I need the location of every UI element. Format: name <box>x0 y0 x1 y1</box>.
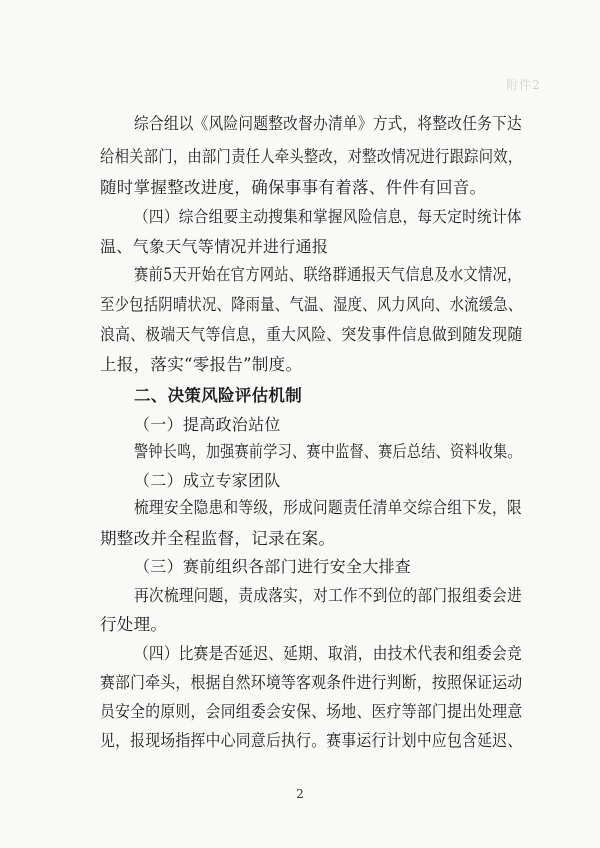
paragraph-line: 综合组以《风险问题整改督办清单》方式，将整改任务下达 <box>134 114 522 133</box>
paragraph-line: 赛前5天开始在官方网站、联络群通报天气信息及水文情况， <box>134 265 522 284</box>
paragraph-line: 期整改并全程监督，记录在案。 <box>100 529 336 548</box>
paragraph-line: 至少包括阴晴状况、降雨量、气温、湿度、风力风向、水流缓急、 <box>100 295 523 314</box>
paragraph-line: 赛部门牵头，根据自然环境等客观条件进行判断，按照保证运动 <box>100 673 523 692</box>
attachment-mark: 附件2 <box>506 78 541 92</box>
section-subheading: （四）综合组要主动搜集和掌握风险信息，每天定时统计体 <box>134 207 522 226</box>
paragraph-line: 行处理。 <box>100 615 168 634</box>
section-subheading: （二）成立专家团队 <box>134 471 281 490</box>
paragraph-line: 警钟长鸣，加强赛前学习、赛中监督、赛后总结、资料收集。 <box>134 442 522 461</box>
paragraph-line: 随时掌握整改进度，确保事事有着落、件件有回音。 <box>100 178 487 197</box>
section-subheading: （一）提高政治站位 <box>134 415 281 434</box>
section-subheading: 温、气象天气等情况并进行通报 <box>100 237 329 256</box>
section-subheading: （三）赛前组织各部门进行安全大排查 <box>134 557 412 576</box>
paragraph-line: 浪高、极端天气等信息，重大风险、突发事件信息做到随发现随 <box>100 325 523 344</box>
paragraph-line: 给相关部门，由部门责任人牵头整改，对整改情况进行跟踪问效， <box>100 147 523 166</box>
paragraph-line: 再次梳理问题，责成落实，对工作不到位的部门报组委会进 <box>134 586 522 605</box>
paragraph-line: 员安全的原则，会同组委会安保、场地、医疗等部门提出处理意 <box>100 702 523 721</box>
paragraph-line: 梳理安全隐患和等级，形成问题责任清单交综合组下发，限 <box>134 498 522 517</box>
paragraph-line: 上报，落实“零报告”制度。 <box>100 355 303 374</box>
page-number: 2 <box>296 787 304 801</box>
paragraph-line: （四）比赛是否延迟、延期、取消，由技术代表和组委会竞 <box>134 644 522 663</box>
paragraph-line: 见，报现场指挥中心同意后执行。赛事运行计划中应包含延迟、 <box>100 731 523 750</box>
section-heading: 二、决策风险评估机制 <box>134 386 302 405</box>
